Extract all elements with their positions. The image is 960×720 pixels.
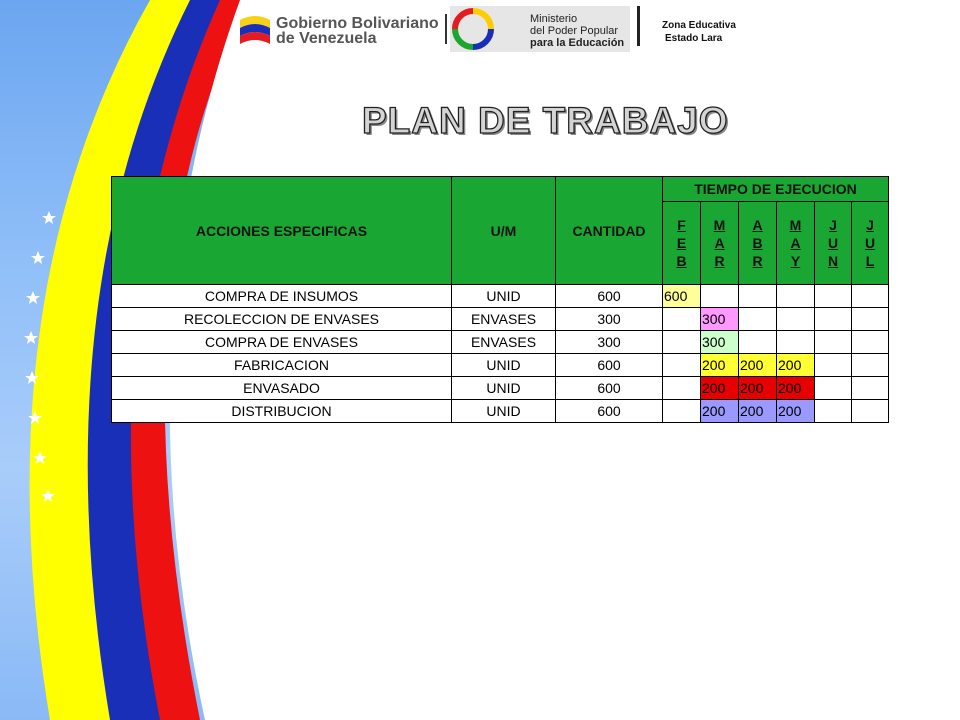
- zone-line2: Estado Lara: [665, 33, 723, 44]
- cell-month-jul: [852, 308, 889, 331]
- cell-month-mar: 200: [701, 354, 739, 377]
- cell-month-jun: [815, 308, 852, 331]
- zone-line1: Zona Educativa: [662, 20, 736, 31]
- cell-month-mar: 300: [701, 308, 739, 331]
- cell-accion: RECOLECCION DE ENVASES: [112, 308, 452, 331]
- ministerio-educacion-logo: [450, 6, 650, 52]
- cell-accion: DISTRIBUCION: [112, 400, 452, 423]
- cell-month-mar: 200: [701, 400, 739, 423]
- cell-month-feb: [663, 377, 701, 400]
- cell-month-jun: [815, 285, 852, 308]
- table-row: [112, 331, 889, 354]
- cell-month-may: 200: [777, 400, 815, 423]
- cell-month-may: 200: [777, 377, 815, 400]
- cell-month-jul: [852, 331, 889, 354]
- cell-month-abr: [739, 285, 777, 308]
- header-tiempo: TIEMPO DE EJECUCION: [663, 177, 889, 202]
- cell-month-mar: 200: [701, 377, 739, 400]
- cell-month-abr: 200: [739, 377, 777, 400]
- header-month-mar: M A R: [701, 202, 739, 285]
- cell-month-feb: [663, 308, 701, 331]
- cell-cantidad: 300: [556, 331, 663, 354]
- cell-month-jul: [852, 377, 889, 400]
- cell-month-jul: [852, 285, 889, 308]
- header-month-jun: J U N: [815, 202, 852, 285]
- cell-month-abr: 200: [739, 400, 777, 423]
- cell-accion: COMPRA DE ENVASES: [112, 331, 452, 354]
- star-icon: [26, 291, 40, 304]
- gov-logo-line2: de Venezuela: [276, 30, 377, 47]
- ministry-line1: Ministerio: [530, 13, 578, 25]
- star-icon: [31, 251, 45, 264]
- table-row: [112, 400, 889, 423]
- header-month-jul: J U L: [852, 202, 889, 285]
- ministry-line3: para la Educación: [530, 37, 625, 49]
- header-month-feb: F E B: [663, 202, 701, 285]
- cell-um: ENVASES: [452, 331, 556, 354]
- cell-cantidad: 300: [556, 308, 663, 331]
- cell-month-may: 200: [777, 354, 815, 377]
- cell-month-abr: 200: [739, 354, 777, 377]
- star-icon: [42, 211, 56, 224]
- ministry-line2: del Poder Popular: [530, 25, 619, 37]
- cell-cantidad: 600: [556, 285, 663, 308]
- cell-month-jun: [815, 354, 852, 377]
- cell-um: UNID: [452, 285, 556, 308]
- header-month-abr: A B R: [739, 202, 777, 285]
- cell-um: ENVASES: [452, 308, 556, 331]
- cell-um: UNID: [452, 377, 556, 400]
- header-cantidad: CANTIDAD: [556, 177, 663, 285]
- cell-month-feb: [663, 331, 701, 354]
- cell-month-feb: [663, 354, 701, 377]
- cell-month-feb: 600: [663, 285, 701, 308]
- table-row: [112, 285, 889, 308]
- header-acciones: ACCIONES ESPECIFICAS: [112, 177, 452, 285]
- zona-educativa-label: [662, 19, 736, 45]
- cell-month-jul: [852, 354, 889, 377]
- cell-month-abr: [739, 331, 777, 354]
- table-row: [112, 377, 889, 400]
- cell-cantidad: 600: [556, 354, 663, 377]
- cell-accion: FABRICACION: [112, 354, 452, 377]
- cell-month-jun: [815, 331, 852, 354]
- cell-month-jun: [815, 400, 852, 423]
- cell-accion: COMPRA DE INSUMOS: [112, 285, 452, 308]
- cell-month-mar: 300: [701, 331, 739, 354]
- cell-month-may: [777, 308, 815, 331]
- cell-um: UNID: [452, 400, 556, 423]
- header-um: U/M: [452, 177, 556, 285]
- header-month-may: M A Y: [777, 202, 815, 285]
- cell-month-jul: [852, 400, 889, 423]
- table-row: [112, 354, 889, 377]
- gobierno-bolivariano-logo: [240, 10, 450, 48]
- cell-cantidad: 600: [556, 377, 663, 400]
- cell-cantidad: 600: [556, 400, 663, 423]
- cell-month-abr: [739, 308, 777, 331]
- cell-accion: ENVASADO: [112, 377, 452, 400]
- cell-month-feb: [663, 400, 701, 423]
- table-header-row: [112, 177, 889, 202]
- page-title: PLAN DE TRABAJO: [362, 100, 729, 141]
- cell-month-may: [777, 331, 815, 354]
- cell-month-may: [777, 285, 815, 308]
- gov-logo-line1: Gobierno Bolivariano: [276, 15, 439, 32]
- star-icon: [24, 331, 38, 344]
- cell-um: UNID: [452, 354, 556, 377]
- work-plan-table: [111, 176, 889, 423]
- table-row: [112, 308, 889, 331]
- cell-month-mar: [701, 285, 739, 308]
- cell-month-jun: [815, 377, 852, 400]
